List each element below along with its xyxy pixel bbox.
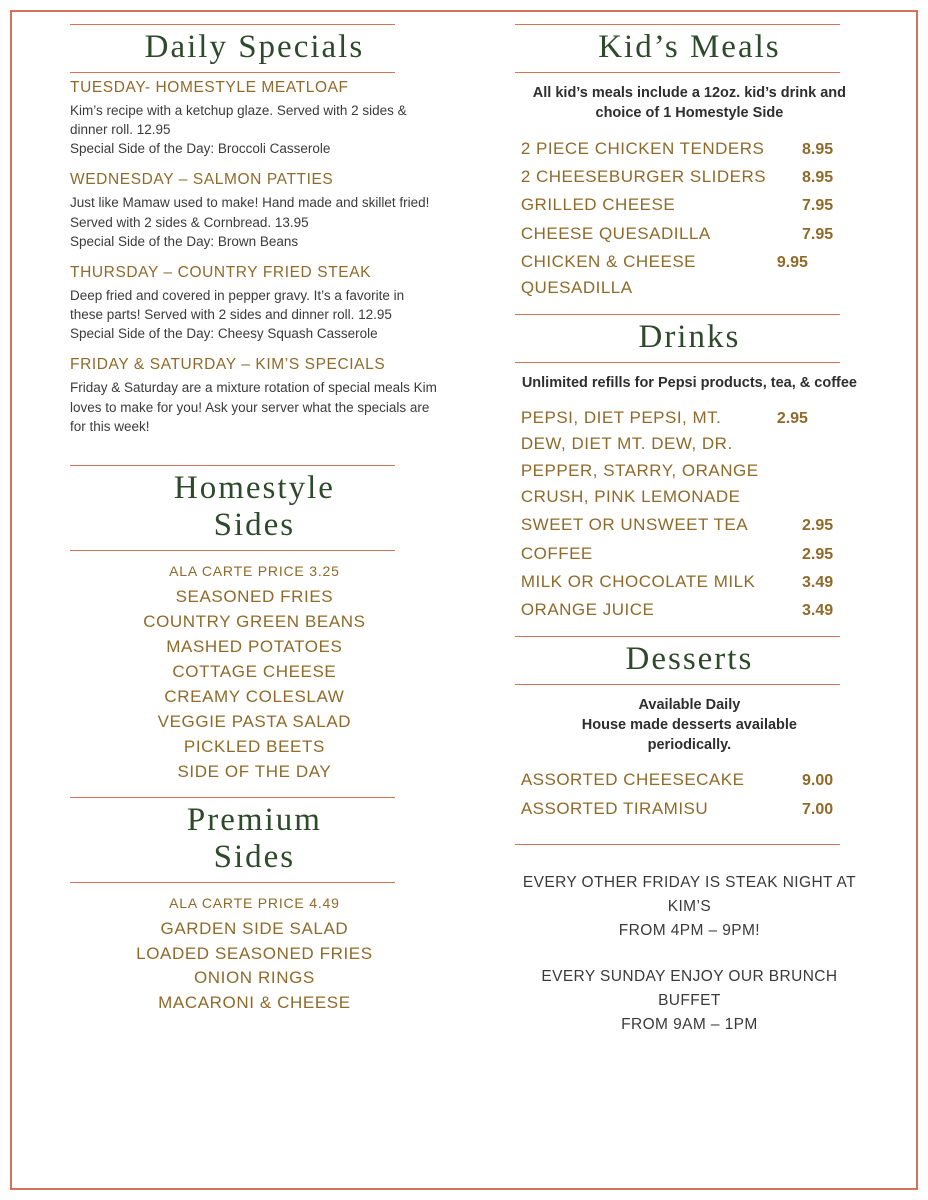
list-item: COUNTRY GREEN BEANS xyxy=(143,611,366,631)
menu-item-name: 2 CHEESEBURGER SLIDERS xyxy=(520,166,767,186)
menu-item-name: ASSORTED CHEESECAKE xyxy=(520,770,745,790)
special-name: TUESDAY- HOMESTYLE MEATLOAF xyxy=(70,78,349,96)
premium-sides-title-line1: Premium xyxy=(186,801,322,838)
divider-top-premium-sides xyxy=(70,797,395,798)
desserts-note-line2: House made desserts available xyxy=(581,716,797,733)
special-side-of-day: Special Side of the Day: Broccoli Casserole xyxy=(70,141,331,157)
section-desserts xyxy=(515,636,864,823)
menu-item-price: 2.95 xyxy=(776,409,808,427)
list-item: VEGGIE PASTA SALAD xyxy=(157,711,352,731)
menu-item-price: 7.95 xyxy=(802,197,834,215)
footer-steak-night-note xyxy=(515,871,864,943)
menu-item-price: 7.95 xyxy=(802,225,834,243)
menu-item-name: MILK OR CHOCOLATE MILK xyxy=(520,571,756,591)
footer-brunch-buffet-note xyxy=(515,965,864,1037)
special-side-of-day: Special Side of the Day: Cheesy Squash Casserole xyxy=(70,326,378,342)
menu-item-row xyxy=(515,221,864,247)
menu-item-name: ORANGE JUICE xyxy=(520,600,655,620)
desserts-title: Desserts xyxy=(625,640,754,677)
menu-columns xyxy=(10,10,918,1190)
list-item: SEASONED FRIES xyxy=(175,586,334,606)
special-description: Kim’s recipe with a ketchup glaze. Served with 2 sides & dinner roll. 12.95 xyxy=(70,102,407,138)
kids-meals-title: Kid’s Meals xyxy=(598,29,781,65)
special-item xyxy=(70,79,439,158)
premium-ala-carte-price: ALA CARTE PRICE 4.49 xyxy=(169,894,340,911)
list-item: CREAMY COLESLAW xyxy=(164,686,345,706)
desserts-note xyxy=(515,695,864,756)
menu-item-name: PEPSI, DIET PEPSI, MT. DEW, DIET MT. DEW, DR. PEPPER, STARRY, ORANGE CRUSH, PINK LEMONADE xyxy=(520,407,759,506)
homestyle-sides-title xyxy=(70,470,439,544)
menu-item-row xyxy=(515,405,864,510)
menu-item-row xyxy=(515,541,864,567)
menu-item-price: 8.95 xyxy=(802,140,834,158)
special-name: THURSDAY – COUNTRY FRIED STEAK xyxy=(70,263,372,281)
drinks-note: Unlimited refills for Pepsi products, tea, & coffee xyxy=(521,374,857,391)
list-item: COTTAGE CHEESE xyxy=(172,661,337,681)
footer-note1-line2: FROM 4PM – 9PM! xyxy=(618,922,761,940)
menu-item-price: 7.00 xyxy=(802,800,834,818)
menu-item-row xyxy=(515,249,864,302)
divider-top-daily-specials xyxy=(70,24,395,25)
divider-bottom-drinks xyxy=(515,362,840,363)
list-item: PICKLED BEETS xyxy=(183,736,325,756)
special-item xyxy=(70,356,439,435)
menu-item-row xyxy=(515,767,864,793)
homestyle-sides-title-line1: Homestyle xyxy=(173,469,335,506)
menu-item-price: 3.49 xyxy=(802,602,834,620)
divider-top-drinks xyxy=(515,314,840,315)
special-name: WEDNESDAY – SALMON PATTIES xyxy=(70,171,334,189)
menu-item-price: 9.00 xyxy=(802,772,834,790)
special-name: FRIDAY & SATURDAY – KIM’S SPECIALS xyxy=(70,356,386,374)
desserts-note-line1: Available Daily xyxy=(638,696,741,713)
homestyle-sides-list xyxy=(70,585,439,785)
premium-sides-title xyxy=(70,802,439,876)
list-item: LOADED SEASONED FRIES xyxy=(136,943,373,963)
kids-meals-note: All kid’s meals include a 12oz. kid’s drink and choice of 1 Homestyle Side xyxy=(532,84,846,122)
divider-bottom-kids-meals xyxy=(515,72,840,73)
footer-note2-line1: EVERY SUNDAY ENJOY OUR BRUNCH BUFFET xyxy=(541,968,838,1010)
menu-item-row xyxy=(515,136,864,162)
menu-item-price: 8.95 xyxy=(802,168,834,186)
menu-item-name: CHICKEN & CHEESE QUESADILLA xyxy=(520,251,697,298)
premium-sides-list xyxy=(70,917,439,1017)
list-item: SIDE OF THE DAY xyxy=(177,761,332,781)
right-column xyxy=(461,24,884,1190)
homestyle-sides-title-line2: Sides xyxy=(213,506,296,543)
menu-item-name: GRILLED CHEESE xyxy=(520,195,676,215)
divider-bottom-desserts xyxy=(515,684,840,685)
divider-top-homestyle-sides xyxy=(70,465,395,466)
menu-item-price: 3.49 xyxy=(802,573,834,591)
special-item xyxy=(70,171,439,250)
menu-item-price: 2.95 xyxy=(802,517,834,535)
section-premium-sides xyxy=(70,797,439,1017)
special-description: Just like Mamaw used to make! Hand made and skillet fried! Served with 2 sides & Cornbread. 13.95 xyxy=(70,195,430,230)
footer-note2-line2: FROM 9AM – 1PM xyxy=(621,1016,758,1034)
section-drinks xyxy=(515,314,864,624)
menu-item-name: ASSORTED TIRAMISU xyxy=(520,798,709,818)
premium-sides-title-line2: Sides xyxy=(213,838,296,875)
menu-item-name: 2 PIECE CHICKEN TENDERS xyxy=(520,138,765,158)
footer-note1-line1: EVERY OTHER FRIDAY IS STEAK NIGHT AT KIM’S xyxy=(522,874,856,916)
drinks-title: Drinks xyxy=(638,318,741,355)
section-homestyle-sides xyxy=(70,465,439,785)
menu-item-row xyxy=(515,512,864,538)
section-kids-meals xyxy=(515,24,864,302)
desserts-note-line3: periodically. xyxy=(647,737,732,754)
divider-bottom-homestyle-sides xyxy=(70,550,395,551)
left-column xyxy=(48,24,461,1190)
menu-item-name: SWEET OR UNSWEET TEA xyxy=(520,515,749,535)
list-item: MASHED POTATOES xyxy=(166,636,343,656)
menu-item-row xyxy=(515,597,864,623)
menu-item-row xyxy=(515,164,864,190)
menu-item-name: CHEESE QUESADILLA xyxy=(520,223,711,243)
list-item: MACARONI & CHEESE xyxy=(158,993,351,1013)
special-side-of-day: Special Side of the Day: Brown Beans xyxy=(70,233,299,249)
menu-item-price: 9.95 xyxy=(776,253,808,271)
special-description: Deep fried and covered in pepper gravy. It’s a favorite in these parts! Served with 2 sides and dinner roll. 12.95 xyxy=(70,287,405,323)
list-item: ONION RINGS xyxy=(193,968,315,988)
divider-footer xyxy=(515,844,840,845)
list-item: GARDEN SIDE SALAD xyxy=(160,918,349,938)
menu-item-price: 2.95 xyxy=(802,545,834,563)
divider-top-desserts xyxy=(515,636,840,637)
menu-item-row xyxy=(515,569,864,595)
divider-top-kids-meals xyxy=(515,24,840,25)
daily-specials-title: Daily Specials xyxy=(144,29,365,65)
homestyle-ala-carte-price: ALA CARTE PRICE 3.25 xyxy=(169,562,340,579)
menu-item-name: COFFEE xyxy=(520,543,593,563)
menu-item-row xyxy=(515,192,864,218)
special-description: Friday & Saturday are a mixture rotation of special meals Kim loves to make for you! Ask your server what the specials are for this week! xyxy=(70,380,437,434)
section-daily-specials xyxy=(70,24,439,436)
special-item xyxy=(70,264,439,343)
divider-bottom-premium-sides xyxy=(70,882,395,883)
menu-item-row xyxy=(515,796,864,822)
